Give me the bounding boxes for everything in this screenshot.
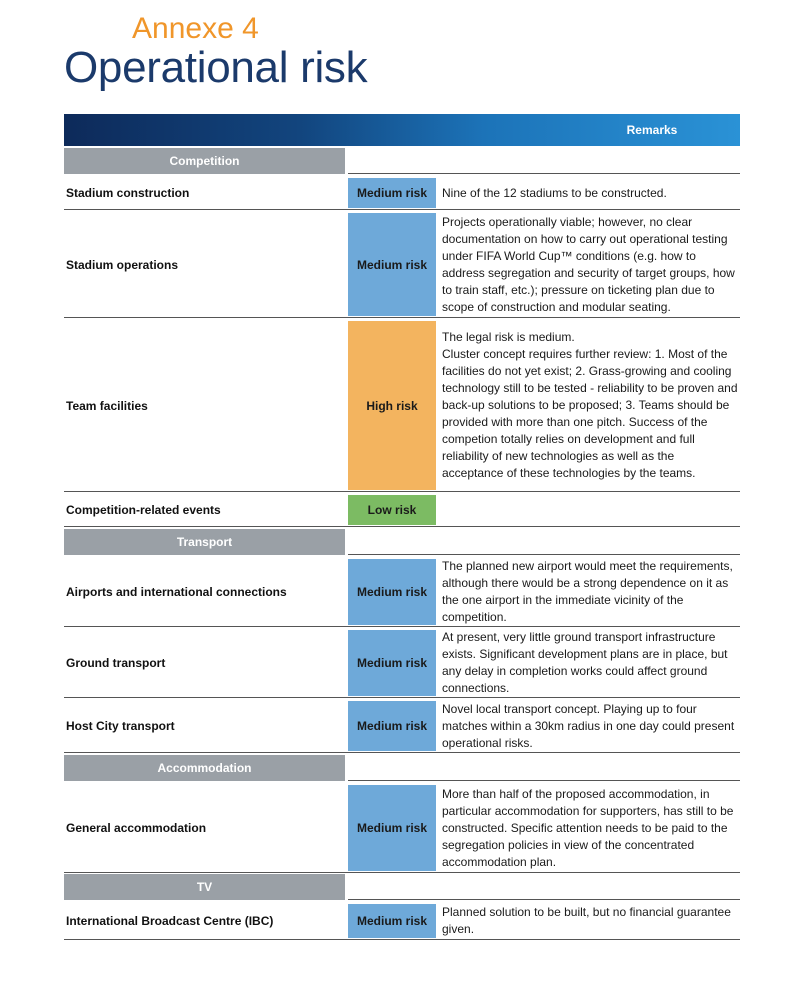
divider — [64, 317, 740, 318]
row-label: Competition-related events — [66, 503, 221, 517]
annex-label: Annexe 4 — [132, 12, 259, 45]
section-accommodation — [64, 755, 740, 781]
divider — [64, 626, 740, 627]
row-label: Airports and international connections — [66, 585, 287, 599]
risk-badge: Medium risk — [348, 178, 436, 208]
table-row — [64, 628, 740, 698]
row-label: Stadium construction — [66, 186, 190, 200]
section-transport — [64, 529, 740, 555]
section-label: TV — [64, 874, 345, 900]
row-label: Host City transport — [66, 719, 175, 733]
row-remarks: More than half of the proposed accommodation, in particular accommodation for supporters, has still to be constructed. Specific attention needs to be paid to the segregation policies in view of the concentrated accommodation plan. — [442, 786, 734, 869]
row-remarks: Nine of the 12 stadiums to be constructed. — [442, 185, 667, 200]
risk-badge: High risk — [348, 321, 436, 490]
table-row — [64, 176, 740, 210]
section-tv — [64, 874, 740, 900]
table-row — [64, 493, 740, 527]
table-row — [64, 319, 740, 492]
section-label: Competition — [64, 148, 345, 174]
section-label: Transport — [64, 529, 345, 555]
divider — [64, 491, 740, 492]
divider — [348, 899, 740, 900]
row-remarks — [442, 493, 738, 527]
divider — [64, 526, 740, 527]
divider — [348, 173, 740, 174]
table-header — [64, 114, 740, 146]
row-label: Team facilities — [66, 398, 148, 413]
risk-badge: Medium risk — [348, 213, 436, 316]
divider — [348, 554, 740, 555]
divider — [64, 697, 740, 698]
row-label: International Broadcast Centre (IBC) — [66, 914, 274, 928]
table-row — [64, 211, 740, 318]
table-row — [64, 557, 740, 627]
table-row — [64, 902, 740, 940]
row-remarks: At present, very little ground transport infrastructure exists. Significant development plans are in place, but any delay in completion works could affect ground connections. — [442, 630, 728, 695]
divider — [64, 209, 740, 210]
risk-badge: Medium risk — [348, 630, 436, 696]
row-label: General accommodation — [66, 821, 207, 835]
divider — [64, 752, 740, 753]
table-row — [64, 699, 740, 753]
section-competition — [64, 148, 740, 174]
divider — [64, 939, 740, 940]
row-label: Stadium operations — [66, 257, 179, 272]
risk-badge: Medium risk — [348, 904, 436, 938]
row-label: Ground transport — [66, 656, 166, 670]
risk-badge: Medium risk — [348, 701, 436, 751]
row-remarks: Novel local transport concept. Playing up to four matches within a 30km radius in one day could present operational risks. — [442, 701, 735, 750]
divider — [348, 780, 740, 781]
remarks-column-header: Remarks — [626, 123, 678, 137]
risk-badge: Low risk — [348, 495, 436, 525]
divider — [64, 872, 740, 873]
section-label: Accommodation — [64, 755, 345, 781]
risk-badge: Medium risk — [348, 559, 436, 625]
row-remarks: The legal risk is medium. Cluster concept requires further review: 1. Most of the facilities do not yet exist; 2. Grass-growing and cooling technology still to be tested - reliability to be proven and back-up solutions to be proposed; 3. Teams should be provided with more than one pitch. Success of the competion totally relies on development and full reliability of new technologies as well as the acceptance of these technologies by the teams. — [442, 330, 738, 480]
page-title: Operational risk — [64, 43, 368, 92]
risk-badge: Medium risk — [348, 785, 436, 871]
row-remarks: Projects operationally viable; however, no clear documentation on how to carry out operational testing under FIFA World Cup™ conditions (e.g. how to address segregation and security of target groups, how to train staff, etc.); pressure on ticketing plan due to scope of construction and modular seating. — [442, 214, 735, 314]
row-remarks: The planned new airport would meet the requirements, although there would be a strong dependence on it as the one airport in the immediate vicinity of the competition. — [442, 559, 733, 624]
table-row — [64, 783, 740, 873]
row-remarks: Planned solution to be built, but no financial guarantee given. — [442, 905, 731, 936]
